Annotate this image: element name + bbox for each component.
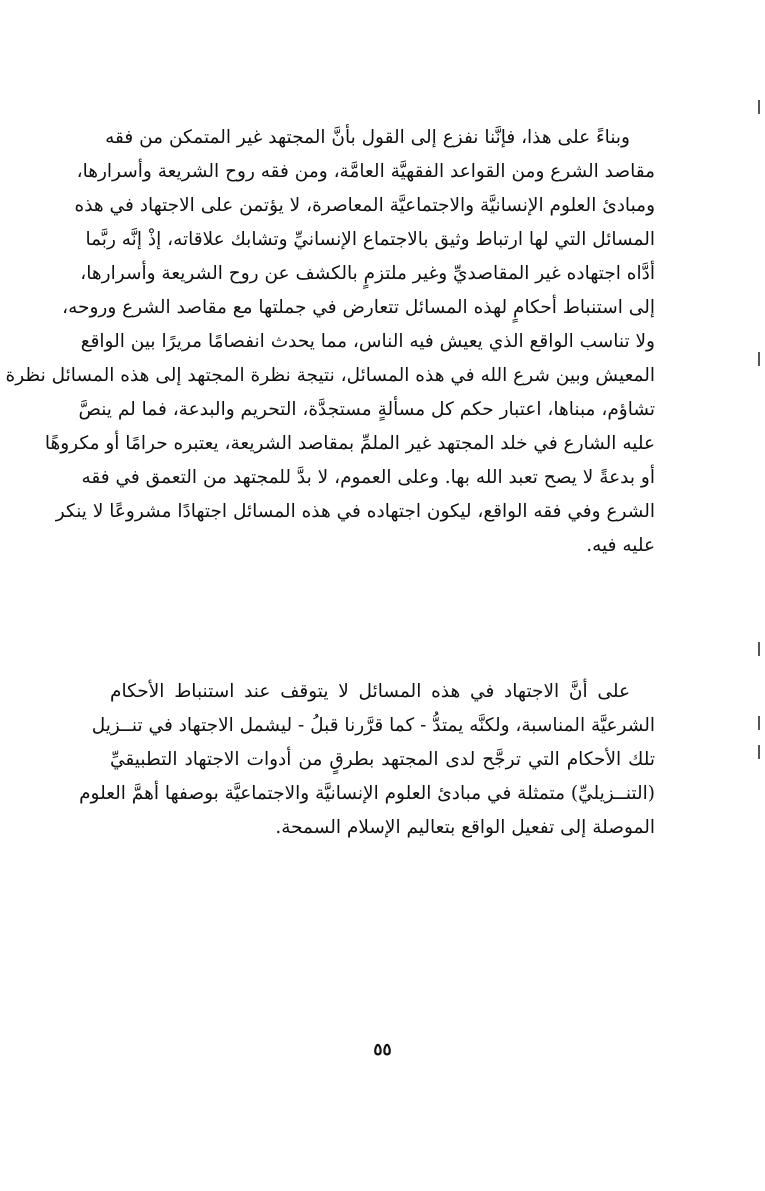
margin-mark [758, 352, 760, 366]
text-line: تلك الأحكام التي ترجَّح لدى المجتهد بطرقٍ من أدوات الاجتهاد التطبيقيِّ [110, 749, 655, 770]
text-line: الموصلة إلى تفعيل الواقع بتعاليم الإسلام السمحة. [275, 817, 655, 838]
text-line: ولا تناسب الواقع الذي يعيش فيه الناس، مما يحدث انفصامًا مريرًا بين الواقع [80, 331, 655, 352]
text-line: ومبادئ العلوم الإنسانيَّة والاجتماعيَّة المعاصرة، لا يؤتمن على الاجتهاد في هذه [74, 195, 655, 216]
text-line: أو بدعةً لا يصح تعبد الله بها. وعلى العموم، لا بدَّ للمجتهد من التعمق في فقه [81, 467, 655, 488]
text-line: مقاصد الشرع ومن القواعد الفقهيَّة العامَّة، ومن فقه روح الشريعة وأسرارها، [76, 161, 655, 182]
text-line: على أنَّ الاجتهاد في هذه المسائل لا يتوقف عند استنباط الأحكام [110, 681, 630, 702]
text-line: تشاؤم، مبناها، اعتبار حكم كل مسألةٍ مستجدَّة، التحريم والبدعة، فما لم ينصَّ [78, 399, 655, 420]
text-line: عليه الشارع في خلد المجتهد غير الملمِّ بمقاصد الشريعة، يعتبره حرامًا أو مكروهًا [44, 433, 655, 454]
text-line: الشرع وفي فقه الواقع، ليكون اجتهاده في هذه المسائل اجتهادًا مشروعًا لا ينكر [55, 501, 655, 522]
text-line: وبناءً على هذا، فإنَّنا نفزع إلى القول بأنَّ المجتهد غير المتمكن من فقه [105, 127, 630, 148]
text-line: المعيش وبين شرع الله في هذه المسائل، نتيجة نظرة المجتهد إلى هذه المسائل نظرة [5, 365, 655, 386]
margin-mark [758, 716, 760, 730]
page-number: ٥٥ [373, 1040, 392, 1060]
margin-mark [758, 100, 760, 114]
text-line: إلى استنباط أحكامٍ لهذه المسائل تتعارض في جملتها مع مقاصد الشرع وروحه، [62, 297, 655, 318]
margin-mark [758, 745, 760, 759]
text-line: المسائل التي لها ارتباط وثيق بالاجتماع الإنسانيِّ وتشابك علاقاته، إذْ إنَّه ربَّما [85, 229, 655, 250]
text-line: عليه فيه. [586, 535, 655, 556]
margin-mark [758, 642, 760, 656]
text-line: الشرعيَّة المناسبة، ولكنَّه يمتدُّ - كما قرَّرنا قبلُ - ليشمل الاجتهاد في تنــزيل [91, 715, 655, 736]
text-line: أدَّاه اجتهاده غير المقاصديِّ وغير ملتزمٍ بالكشف عن روح الشريعة وأسرارها، [80, 263, 655, 284]
text-line: (التنــزيليِّ) متمثلة في مبادئ العلوم الإنسانيَّة والاجتماعيَّة بوصفها أهمَّ العلوم [79, 783, 655, 804]
